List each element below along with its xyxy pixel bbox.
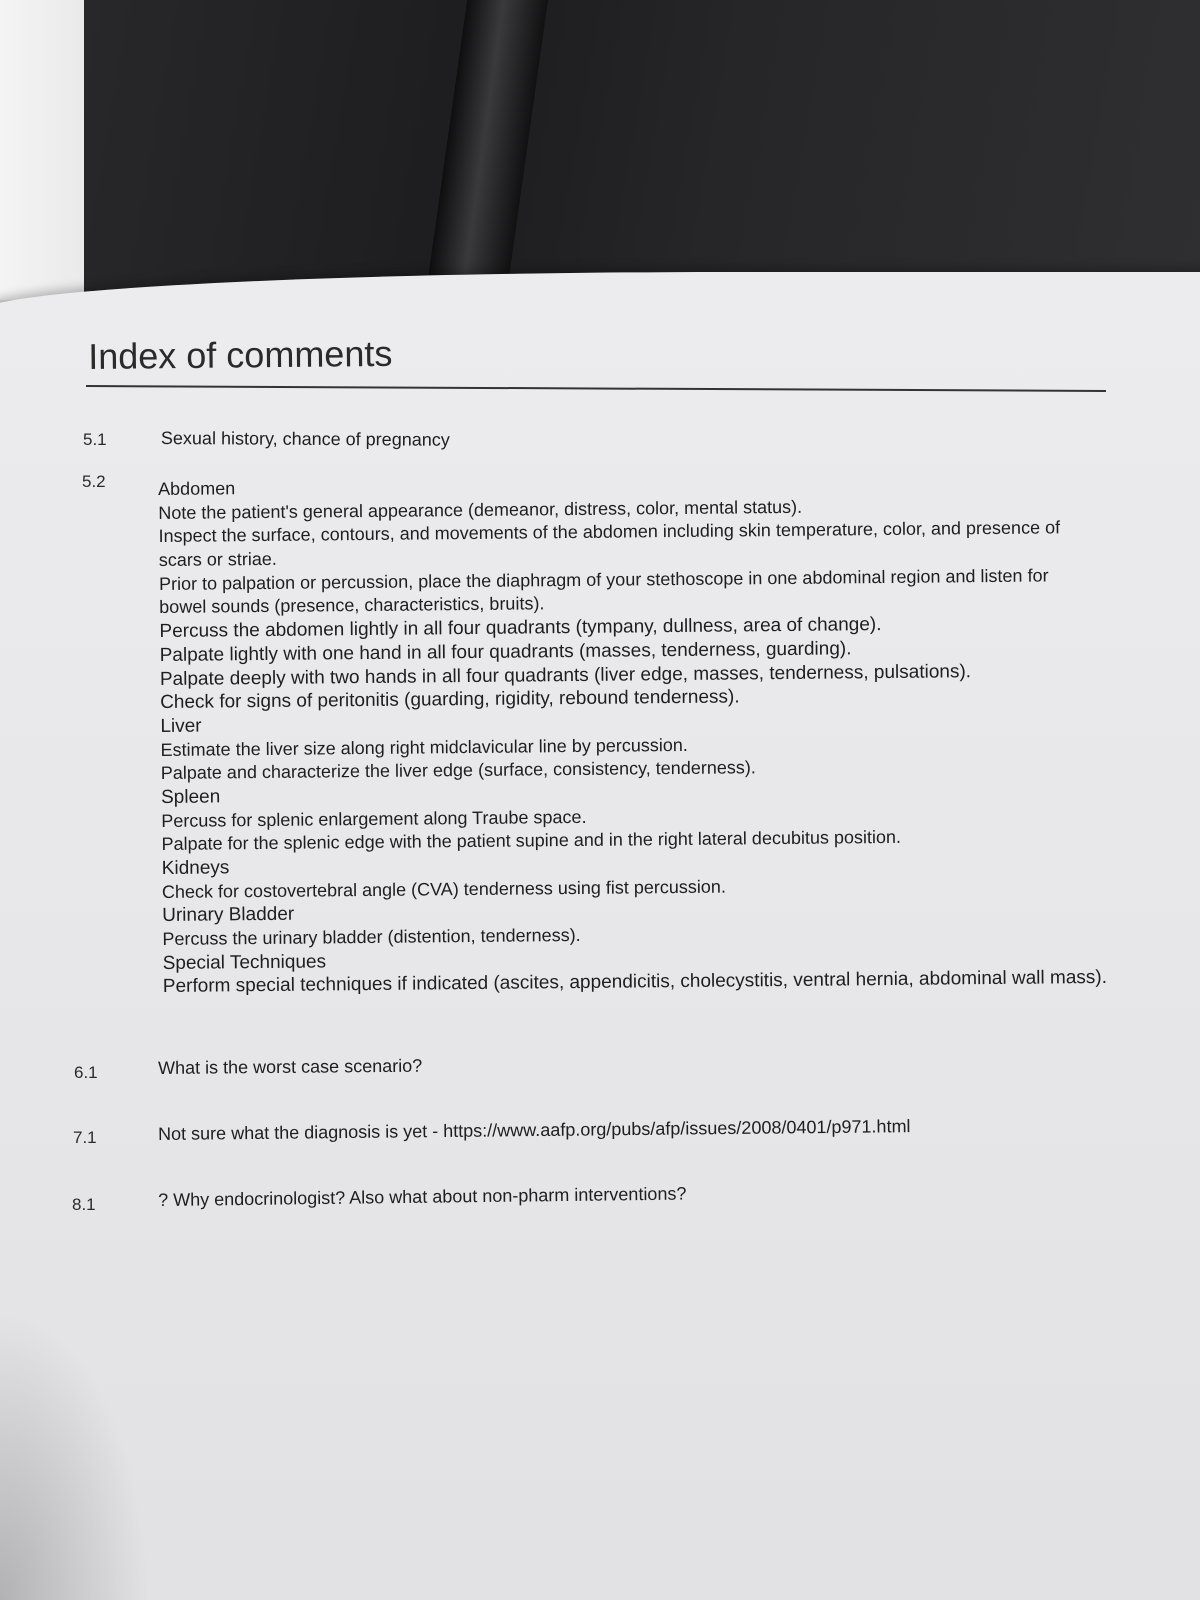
entry-number: 7.1 bbox=[73, 1128, 97, 1147]
entry-line: bowel sounds (presence, characteristics, bruits). bbox=[159, 593, 545, 618]
entry-text: Not sure what the diagnosis is yet - https://www.aafp.org/pubs/afp/issues/2008/0401/p971.html bbox=[158, 1116, 911, 1144]
entry-line: Check for signs of peritonitis (guarding, rigidity, rebound tenderness). bbox=[160, 686, 740, 714]
entry-text-block bbox=[158, 469, 1107, 999]
entry-line: Prior to palpation or percussion, place the diaphragm of your stethoscope in one abdominal region and listen for bbox=[158, 565, 1049, 594]
title-rule bbox=[86, 385, 1106, 392]
entry-line: Percuss the urinary bladder (distention, tenderness). bbox=[162, 925, 581, 950]
entry-line: Percuss the abdomen lightly in all four quadrants (tympany, dullness, area of change). bbox=[159, 614, 882, 643]
entry-text: What is the worst case scenario? bbox=[158, 1055, 423, 1078]
entry-number: 8.1 bbox=[72, 1195, 96, 1214]
entry-line: scars or striae. bbox=[158, 548, 277, 571]
entry-line: Inspect the surface, contours, and movements of the abdomen including skin temperature, color, and presence of bbox=[158, 517, 1061, 547]
entry-line: Palpate for the splenic edge with the patient supine and in the right lateral decubitus position. bbox=[161, 827, 902, 855]
entry-line: Urinary Bladder bbox=[162, 904, 295, 927]
page-title: Index of comments bbox=[88, 332, 393, 377]
entry-number: 5.2 bbox=[82, 472, 106, 491]
entry-line: Spleen bbox=[160, 786, 221, 808]
entry-line: Estimate the liver size along right midclavicular line by percussion. bbox=[160, 734, 688, 760]
entry-line: Note the patient's general appearance (demeanor, distress, color, mental status). bbox=[158, 496, 803, 523]
entry-line: Abdomen bbox=[158, 478, 236, 499]
entry-line: Palpate lightly with one hand in all four quadrants (masses, tenderness, guarding). bbox=[159, 638, 852, 666]
entry-line: Kidneys bbox=[161, 857, 230, 879]
entry-line: Palpate deeply with two hands in all four quadrants (liver edge, masses, tenderness, pulsations). bbox=[159, 660, 972, 690]
entry-number: 5.1 bbox=[83, 430, 107, 449]
entry-line: Perform special techniques if indicated (ascites, appendicitis, cholecystitis, ventral hernia, abdominal wall mass). bbox=[162, 967, 1108, 998]
entry-line: Percuss for splenic enlargement along Traube space. bbox=[161, 806, 587, 831]
entry-text: Sexual history, chance of pregnancy bbox=[160, 428, 450, 450]
entry-number: 6.1 bbox=[74, 1063, 98, 1082]
entry-text: ? Why endocrinologist? Also what about non-pharm interventions? bbox=[158, 1183, 687, 1210]
entry-line: Special Techniques bbox=[162, 951, 327, 974]
entry-line: Check for costovertebral angle (CVA) tenderness using fist percussion. bbox=[161, 876, 726, 902]
entry-line: Liver bbox=[160, 715, 202, 737]
entry-line: Palpate and characterize the liver edge (surface, consistency, tenderness). bbox=[160, 757, 756, 784]
